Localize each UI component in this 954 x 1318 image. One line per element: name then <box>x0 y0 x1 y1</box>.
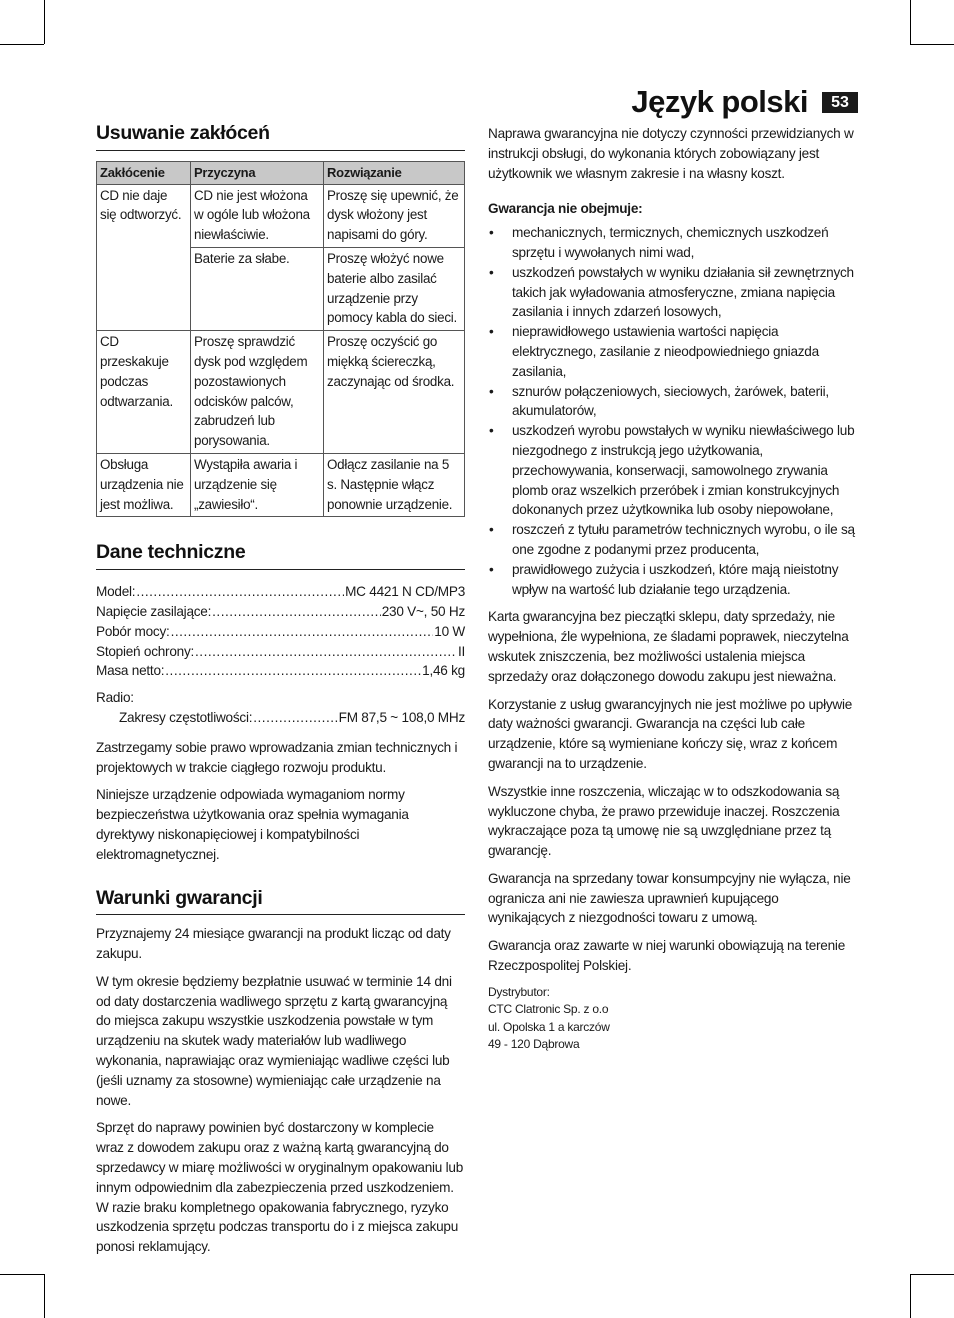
table-cell: Odłącz zasilanie na 5 s. Następnie włącz ponownie urządzenie. <box>324 453 465 516</box>
spec-row <box>96 622 465 642</box>
page-title: Język polski <box>631 84 808 119</box>
list-item: • roszczeń z tytułu parametrów technicznych wyrobu, o ile są one zgodne z podanymi przez producenta, <box>488 520 858 560</box>
left-column <box>96 124 465 1265</box>
table-cell: Proszę sprawdzić dysk pod względem pozostawionych odcisków palców, zabrudzeń lub porysowania. <box>191 331 324 454</box>
tech-data-heading: Dane techniczne <box>96 543 465 570</box>
table-cell <box>97 247 191 330</box>
troubleshooting-table <box>96 161 465 518</box>
crop-mark <box>910 44 954 45</box>
column-header: Zakłócenie <box>97 161 191 184</box>
spec-label: Model: <box>96 584 136 600</box>
distributor-line: Dystrybutor: <box>488 984 550 999</box>
table-row <box>97 247 465 330</box>
paragraph: Przyznajemy 24 miesiące gwarancji na produkt licząc od daty zakupu. <box>96 926 451 962</box>
list-item: • nieprawidłowego ustawienia wartości napięcia elektrycznego, zasilanie z nieodpowiedniego gniazda zasilania, <box>488 322 858 381</box>
spec-value: MC 4421 N CD/MP3 <box>345 584 465 600</box>
table-row <box>97 184 465 247</box>
table-cell: Baterie za słabe. <box>191 247 324 330</box>
spec-row <box>96 582 465 602</box>
table-cell: Wystąpiła awaria i urządzenie się „zawiesiło“. <box>191 453 324 516</box>
crop-mark <box>0 44 44 45</box>
crop-mark <box>44 0 45 44</box>
paragraph: Gwarancja na sprzedany towar konsumpcyjny nie wyłącza, nie ogranicza ani nie zawiesza uprawnień kupującego wynikających z niezgodności towaru z umową. <box>488 870 851 926</box>
crop-mark <box>910 1274 954 1275</box>
crop-mark <box>0 1274 44 1275</box>
radio-label: Radio: <box>96 690 134 706</box>
exclusions-list <box>488 223 858 599</box>
table-cell: Proszę oczyścić go miękką ściereczką, zaczynając od środka. <box>324 331 465 454</box>
distributor-block <box>488 984 858 1054</box>
list-item: • uszkodzeń powstałych w wyniku działania sił zewnętrznych takich jak wyładowania atmosferyczne, zmiana napięcia zasilania i innych zdarzeń losowych, <box>488 263 858 322</box>
exclusions-heading: Gwarancja nie obejmuje: <box>488 201 643 217</box>
table-row <box>97 453 465 516</box>
paragraph: Zastrzegamy sobie prawo wprowadzania zmian technicznych i projektowych w trakcie ciągłego rozwoju produktu. <box>96 739 458 775</box>
spec-label: Stopień ochrony: <box>96 643 195 659</box>
spec-row <box>96 602 465 622</box>
table-cell: CD przeskakuje podczas odtwarzania. <box>97 331 191 454</box>
list-item: • mechanicznych, termicznych, chemicznych uszkodzeń sprzętu i wywołanych nimi wad, <box>488 223 858 263</box>
spec-row <box>96 642 465 662</box>
page-header <box>631 84 858 120</box>
spec-value: 230 V~, 50 Hz <box>381 603 465 619</box>
column-header: Rozwiązanie <box>324 161 465 184</box>
spec-value: FM 87,5 ~ 108,0 MHz <box>338 709 465 725</box>
list-item: • prawidłowego zużycia i uszkodzeń, które mają nieistotny wpływ na wartość lub działanie tego urządzenia. <box>488 560 858 600</box>
column-header: Przyczyna <box>191 161 324 184</box>
spec-value: 10 W <box>434 623 465 639</box>
spec-list <box>96 582 465 728</box>
table-cell: CD nie daje się odtworzyć. <box>97 184 191 247</box>
table-cell: CD nie jest włożona w ogóle lub włożona niewłaściwie. <box>191 184 324 247</box>
crop-mark <box>910 1274 911 1318</box>
spec-row <box>96 661 465 681</box>
distributor-line: ul. Opolska 1 a karczów <box>488 1019 610 1034</box>
distributor-line: CTC Clatronic Sp. z o.o <box>488 1002 609 1017</box>
crop-mark <box>44 1274 45 1318</box>
right-column <box>488 124 858 1054</box>
paragraph: Sprzęt do naprawy powinien być dostarczony w komplecie wraz z dowodem zakupu oraz z ważną kartą gwarancyjną do sprzedawcy w miarę możliwości w oryginalnym opakowaniu lub innym odpowiednim dla zabezpieczenia przed uszkodzeniem. W razie braku kompletnego opakowania fabrycznego, ryzyko uszkodzenia sprzętu podczas transportu do i z miejsca zakupu ponosi reklamujący. <box>96 1120 464 1255</box>
paragraph: Gwarancja oraz zawarte w niej warunki obowiązują na terenie Rzeczpospolitej Polskiej. <box>488 938 846 974</box>
spec-label: Pobór mocy: <box>96 623 170 639</box>
list-item: • sznurów połączeniowych, sieciowych, żarówek, baterii, akumulatorów, <box>488 382 858 422</box>
paragraph: Niniejsze urządzenie odpowiada wymaganiom normy bezpieczeństwa użytkowania oraz spełnia wymagania dyrektywy niskonapięciowej i kompatybilności elektromagnetycznej. <box>96 787 409 862</box>
spec-label: Napięcie zasilające: <box>96 603 212 619</box>
list-item: • uszkodzeń wyrobu powstałych w wyniku niewłaściwego lub niezgodnego z instrukcją jego użytkowania, przechowywania, konserwacji, samowolnego zrywania plomb oraz wszelkich przeróbek i zmian konstrukcyjnych dokonanych przez użytkownika lub osoby niepowołane, <box>488 421 858 520</box>
table-cell: Obsługa urządzenia nie jest możliwa. <box>97 453 191 516</box>
paragraph: Naprawa gwarancyjna nie dotyczy czynności przewidzianych w instrukcji obsługi, do wykonania których zobowiązany jest użytkownik we własnym zakresie i na własny koszt. <box>488 126 854 181</box>
table-cell: Proszę włożyć nowe baterie albo zasilać urządzenie przy pomocy kabla do sieci. <box>324 247 465 330</box>
spec-label: Masa netto: <box>96 663 165 679</box>
paragraph: W tym okresie będziemy bezpłatnie usuwać w terminie 14 dni od daty dostarczenia wadliwego sprzętu z kartą gwarancyjną do miejsca zakupu wszystkie uszkodzenia powstałe w tym urządzeniu na skutek wady materiałów lub wadliwego wykonania, naprawiając oraz wymieniając wadliwe części lub (jeśli uznamy za stosowne) wymieniając całe urządzenie na nowe. <box>96 973 452 1108</box>
crop-mark <box>910 0 911 44</box>
spec-row <box>96 708 465 728</box>
table-row <box>97 331 465 454</box>
table-cell: Proszę się upewnić, że dysk włożony jest napisami do góry. <box>324 184 465 247</box>
troubleshooting-heading: Usuwanie zakłóceń <box>96 124 465 151</box>
spec-value: II <box>457 643 465 659</box>
spec-value: 1,46 kg <box>422 663 465 679</box>
table-header-row <box>97 161 465 184</box>
paragraph: Karta gwarancyjna bez pieczątki sklepu, daty sprzedaży, nie wypełniona, źle wypełniona, ze śladami poprawek, nieczytelna wskutek zniszczenia, bez możliwości ustalenia miejsca sprzedaży oraz dołączonego dowodu zakupu jest nieważna. <box>488 609 849 684</box>
distributor-line: 49 - 120 Dąbrowa <box>488 1037 580 1052</box>
page-number: 53 <box>822 92 858 113</box>
paragraph: Korzystanie z usług gwarancyjnych nie jest możliwe po upływie daty ważności gwarancji. Gwarancja na części lub całe urządzenie, które są wymieniane kończy się, wraz z końcem gwarancji na to urządzenie. <box>488 696 853 771</box>
paragraph: Wszystkie inne roszczenia, wliczając w to odszkodowania są wykluczone chyba, że prawo przewiduje inaczej. Roszczenia wykraczające poza tą umowę nie są uwzględniane przez tą gwarancję. <box>488 783 840 859</box>
spec-label: Zakresy częstotliwości: <box>119 709 253 725</box>
warranty-heading: Warunki gwarancji <box>96 889 465 916</box>
